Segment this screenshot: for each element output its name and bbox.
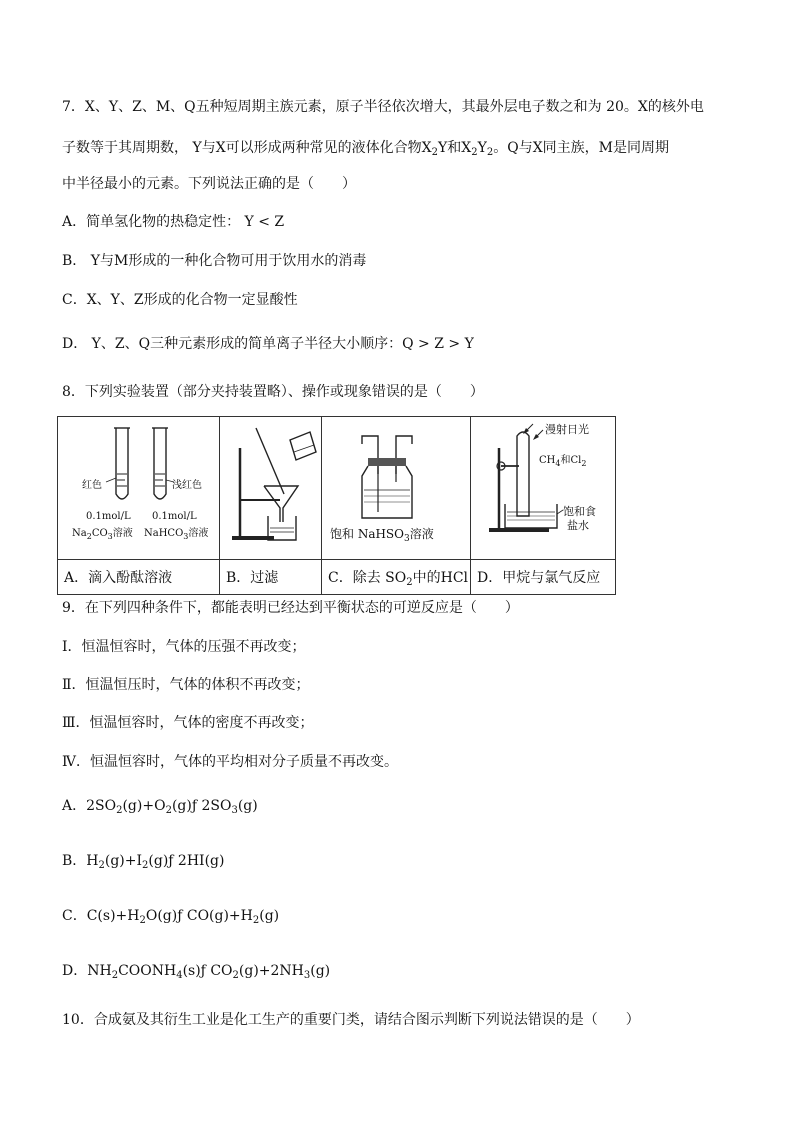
q7-option-d: D． Y、Z、Q三种元素形成的简单离子半径大小顺序：Q > Z > Y — [62, 336, 474, 352]
nahso3-label: 饱和 NaHSO$_3$溶液 — [330, 527, 434, 544]
panel-a-caption: A．滴入酚酞溶液 — [58, 560, 220, 595]
salt-label-2: NaHCO$_3$溶液 — [144, 528, 209, 541]
brine-label-1: 饱和食 — [563, 505, 596, 518]
q9-option-a: A．$2SO_2(g)+O_2(g)ƒ$ $2SO_3(g)$ — [62, 798, 258, 816]
salt-label-1: $Na_2CO_3$溶液 — [72, 528, 133, 541]
q8-apparatus-table — [57, 416, 616, 595]
label-light-red: 浅红色 — [172, 480, 202, 491]
panel-b-figure — [220, 417, 322, 560]
conc-label-1: 0.1mol/L — [86, 511, 131, 522]
panel-d-figure — [471, 417, 616, 560]
q9-condition-4: Ⅳ．恒温恒容时，气体的平均相对分子质量不再改变。 — [62, 754, 398, 770]
label-red: 红色 — [82, 480, 102, 491]
q10-stem: 10．合成氨及其衍生工业是化工生产的重要门类，请结合图示判断下列说法错误的是（ ） — [62, 1012, 640, 1028]
conc-label-2: 0.1mol/L — [152, 511, 197, 522]
q9-condition-3: Ⅲ．恒温恒容时，气体的密度不再改变； — [62, 715, 314, 731]
diffuse-light-label: 漫射日光 — [545, 423, 589, 436]
panel-d-caption: D．甲烷与氯气反应 — [471, 560, 616, 595]
q7-stem-line3: 中半径最小的元素。下列说法正确的是（ ） — [62, 176, 356, 192]
q9-option-c: C．$C(s)+H_2O(g)ƒ$ $CO(g)+H_2(g)$ — [62, 908, 280, 926]
q9-option-d: D．$NH_2COONH_4(s)ƒ$ $CO_2(g)+2NH_3(g)$ — [62, 963, 331, 981]
q8-stem: 8．下列实验装置（部分夹持装置略）、操作或现象错误的是（ ） — [62, 384, 484, 400]
panel-c-caption: C．除去 $SO_2$中的HCl — [322, 560, 471, 595]
q7-option-c: C．X、Y、Z形成的化合物一定显酸性 — [62, 292, 298, 308]
gas-label: $CH_4$和$Cl_2$ — [539, 455, 587, 468]
q7-option-a: A．简单氢化物的热稳定性： Y < Z — [62, 214, 285, 230]
filtration-diagram — [220, 418, 320, 558]
panel-a-figure — [58, 417, 220, 560]
q9-condition-2: Ⅱ．恒温恒压时，气体的体积不再改变； — [62, 677, 310, 693]
methane-chlorine-diagram — [471, 418, 615, 558]
q7-stem-line1: 7．X、Y、Z、M、Q五种短周期主族元素，原子半径依次增大，其最外层电子数之和为 20。X的核外电 — [62, 99, 704, 115]
q7-option-b: B． Y与M形成的一种化合物可用于饮用水的消毒 — [62, 253, 367, 269]
q9-stem: 9．在下列四种条件下，都能表明已经达到平衡状态的可逆反应是（ ） — [62, 600, 519, 616]
panel-b-caption: B．过滤 — [220, 560, 322, 595]
q9-condition-1: Ⅰ．恒温恒容时，气体的压强不再改变； — [62, 639, 306, 655]
q7-stem-line2: 子数等于其周期数， Y与X可以形成两种常见的液体化合物$X_2Y$和$X_2Y_2$。Q与X同主族，M是同周期 — [62, 140, 669, 158]
q9-option-b: B．$H_2(g)+I_2(g)ƒ$ 2HI(g) — [62, 853, 225, 871]
panel-c-figure — [322, 417, 471, 560]
brine-label-2: 盐水 — [567, 519, 589, 532]
